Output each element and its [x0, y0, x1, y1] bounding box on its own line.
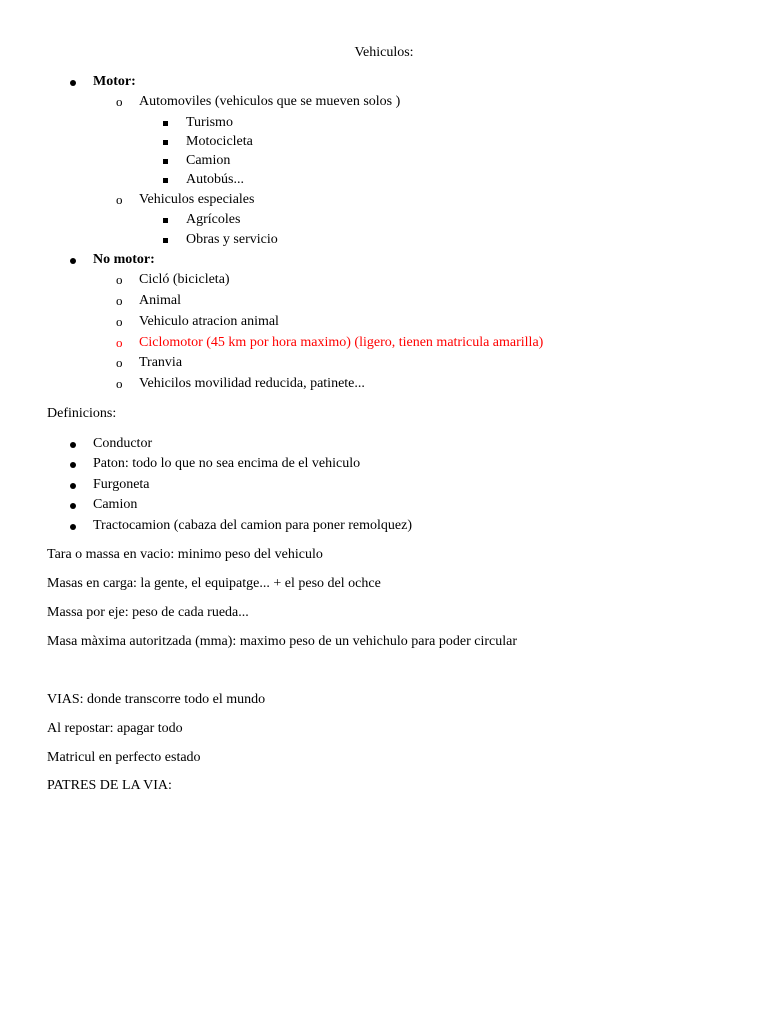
bullet-square-icon — [163, 170, 168, 190]
bullet-square-icon — [163, 113, 168, 133]
definicions-heading: Definicions: — [47, 406, 117, 421]
list-item-motor: Motor: — [93, 74, 136, 89]
bullet-square-icon — [163, 132, 168, 152]
list-item-no-motor: No motor: — [93, 252, 155, 267]
bullet-dot-icon — [70, 517, 76, 537]
paragraph-line: PATRES DE LA VIA: — [47, 778, 172, 793]
definicion-item: Tractocamion (cabaza del camion para poner remolquez) — [93, 518, 412, 533]
bullet-square-icon — [163, 210, 168, 230]
list-item-ciclo: Cicló (bicicleta) — [139, 272, 230, 287]
bullet-dot-icon — [70, 435, 76, 455]
list-item-turismo: Turismo — [186, 115, 233, 130]
paragraph-line: Al repostar: apagar todo — [47, 721, 183, 736]
list-item-obras: Obras y servicio — [186, 232, 278, 247]
paragraph-line: VIAS: donde transcorre todo el mundo — [47, 692, 266, 707]
list-item-atracion: Vehiculo atracion animal — [139, 314, 279, 329]
paragraph-line: Masas en carga: la gente, el equipatge... + el peso del ochce — [47, 576, 381, 591]
bullet-circle-icon: o — [116, 272, 123, 287]
bullet-circle-icon: o — [116, 293, 123, 308]
list-item-motocicleta: Motocicleta — [186, 134, 253, 149]
bullet-dot-icon — [70, 476, 76, 496]
definicion-item: Furgoneta — [93, 477, 150, 492]
document-title: Vehiculos: — [354, 45, 414, 60]
list-item-camion: Camion — [186, 153, 231, 168]
bullet-circle-icon: o — [116, 94, 123, 109]
bullet-dot-icon — [70, 496, 76, 516]
list-item-automoviles: Automoviles (vehiculos que se mueven solos ) — [139, 94, 401, 109]
bullet-square-icon — [163, 230, 168, 250]
bullet-circle-icon: o — [116, 314, 123, 329]
list-item-autobus: Autobús... — [186, 172, 244, 187]
list-item-agricoles: Agrícoles — [186, 212, 241, 227]
bullet-dot-icon — [70, 73, 76, 93]
paragraph-line: Matricul en perfecto estado — [47, 750, 201, 765]
bullet-dot-icon — [70, 251, 76, 271]
list-item-movilidad: Vehicilos movilidad reducida, patinete... — [139, 376, 365, 391]
definicion-item: Conductor — [93, 436, 153, 451]
list-item-tranvia: Tranvia — [139, 355, 183, 370]
bullet-square-icon — [163, 151, 168, 171]
paragraph-line: Masa màxima autoritzada (mma): maximo peso de un vehichulo para poder circular — [47, 634, 517, 649]
paragraph-line: Massa por eje: peso de cada rueda... — [47, 605, 249, 620]
list-item-especiales: Vehiculos especiales — [139, 192, 255, 207]
bullet-circle-icon: o — [116, 355, 123, 370]
bullet-circle-icon: o — [116, 335, 123, 350]
definicion-item: Camion — [93, 497, 138, 512]
list-item-animal: Animal — [139, 293, 181, 308]
list-item-ciclomotor: Ciclomotor (45 km por hora maximo) (ligero, tienen matricula amarilla) — [139, 335, 544, 350]
bullet-dot-icon — [70, 455, 76, 475]
definicion-item: Paton: todo lo que no sea encima de el vehiculo — [93, 456, 361, 471]
paragraph-line: Tara o massa en vacio: minimo peso del vehiculo — [47, 547, 323, 562]
bullet-circle-icon: o — [116, 192, 123, 207]
bullet-circle-icon: o — [116, 376, 123, 391]
